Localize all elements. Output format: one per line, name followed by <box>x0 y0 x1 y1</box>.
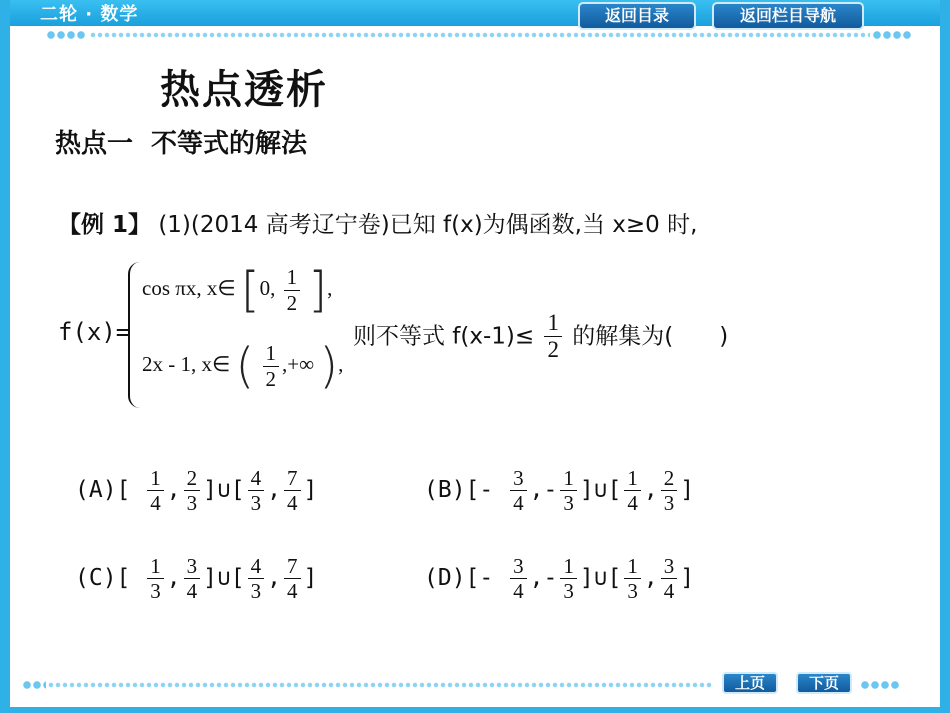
case-2: 2x - 1, x∈ ( $\frac{1}{2}$ ,+∞ ), <box>142 338 344 394</box>
option-a[interactable]: (A)[ $\frac{1}{4}$ , $\frac{2}{3}$ ]∪[ $\frac{4}{3}$ , $\frac{7}{4}$ ] <box>75 466 318 516</box>
paren-close: ) <box>319 338 339 394</box>
prev-page-button[interactable]: 上页 <box>722 672 778 694</box>
course-brand: 二轮 · 数学 <box>40 4 139 25</box>
case-2-expr: 2x - 1, x∈ <box>142 351 231 376</box>
example-text: (1)(2014 高考辽宁卷)已知 f(x)为偶函数,当 x≥0 时, <box>151 212 698 238</box>
case-2-fraction: $\frac{1}{2}$ <box>263 341 280 390</box>
case-1: cos πx, x∈ [0, $\frac{1}{2}$ ], <box>142 262 333 318</box>
question-tail <box>353 310 728 364</box>
bracket-close: ] <box>308 262 328 318</box>
paren-open: ( <box>235 338 255 394</box>
option-b[interactable]: (B)[- $\frac{3}{4}$ ,- $\frac{1}{3}$ ]∪[ $\frac{1}{4}$ , $\frac{2}{3}$ ] <box>424 466 695 516</box>
back-to-toc-button[interactable]: 返回目录 <box>578 2 696 30</box>
option-c[interactable]: (C)[ $\frac{1}{3}$ , $\frac{3}{4}$ ]∪[ $\frac{4}{3}$ , $\frac{7}{4}$ ] <box>75 554 318 604</box>
decor-wave-top <box>90 31 870 39</box>
example-tag: 【例 1】 <box>58 212 152 238</box>
tail-suffix: 的解集为( ) <box>572 323 729 350</box>
case-1-fraction: $\frac{1}{2}$ <box>284 265 301 314</box>
topic-label: 不等式的解法 <box>151 129 308 159</box>
case-2-tail: ,+∞ <box>282 351 315 376</box>
option-label: (C)[ <box>75 565 131 592</box>
option-d[interactable]: (D)[- $\frac{3}{4}$ ,- $\frac{1}{3}$ ]∪[ $\frac{1}{3}$ , $\frac{3}{4}$ ] <box>424 554 695 604</box>
decor-dots-bottom-left <box>22 680 46 690</box>
tail-fraction: $\frac{1}{2}$ <box>544 310 562 364</box>
option-label: (A)[ <box>75 477 131 504</box>
decor-dots-bottom-right <box>860 680 900 690</box>
option-label: (B)[- <box>424 477 494 504</box>
hotspot-label: 热点一 <box>55 129 134 159</box>
decor-wave-bottom <box>48 681 712 689</box>
section-subtitle <box>55 123 307 160</box>
option-label: (D)[- <box>424 565 494 592</box>
tail-prefix: 则不等式 f(x-1)≤ <box>353 323 535 350</box>
back-to-column-nav-button[interactable]: 返回栏目导航 <box>712 2 864 30</box>
fx-label: f(x)= <box>58 318 131 346</box>
bracket-open: [ <box>240 262 260 318</box>
page-title: 热点透析 <box>160 67 328 113</box>
decor-dots-right <box>872 30 912 40</box>
case-1-expr: cos πx, x∈ <box>142 275 236 300</box>
example-statement <box>58 206 697 239</box>
piecewise-brace <box>128 262 140 408</box>
next-page-button[interactable]: 下页 <box>796 672 852 694</box>
decor-dots-left <box>46 30 86 40</box>
